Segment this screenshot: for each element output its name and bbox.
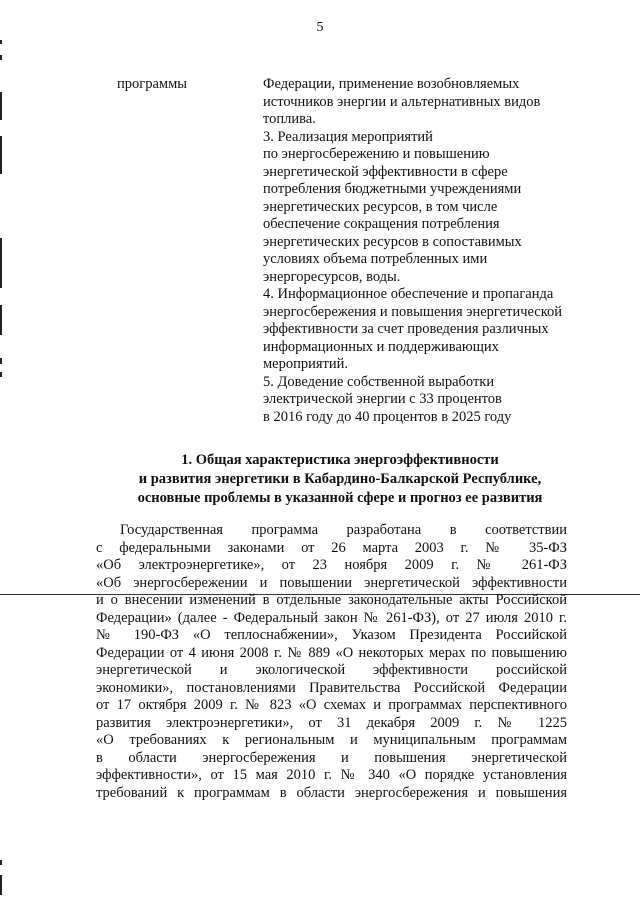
program-label: программы: [117, 76, 187, 92]
content-line: мероприятий.: [263, 356, 349, 372]
content-line: 4. Информационное обеспечение и пропаганда: [263, 286, 554, 302]
margin-mark: [0, 92, 2, 120]
body-line: «О требованиях к региональным и муниципальным программам: [96, 732, 567, 748]
margin-mark: [0, 358, 2, 364]
content-line: энергетических ресурсов в сопоставимых: [263, 233, 522, 250]
content-line: топлива.: [263, 111, 316, 127]
heading-line: 1. Общая характеристика энергоэффективности: [181, 452, 499, 468]
body-line: «Об энергосбережении и повышении энергетической эффективности: [96, 574, 567, 591]
content-line: условиях объема потребленных ими: [263, 251, 488, 267]
body-line: «Об электроэнергетике», от 23 ноября 2009 г. № 261-ФЗ: [96, 557, 567, 573]
margin-mark: [0, 238, 2, 288]
section-body: [96, 522, 567, 802]
content-line: источников энергии и альтернативных видов: [263, 93, 541, 110]
content-line: электрической энергии с 33 процентов: [263, 391, 502, 407]
margin-mark: [0, 875, 2, 895]
content-line: энергосбережения и повышения энергетической: [263, 303, 563, 320]
body-line: Федерации от 4 июня 2008 г. № 889 «О некоторых мерах по повышению: [96, 644, 567, 661]
heading-line: основные проблемы в указанной сфере и прогноз ее развития: [137, 490, 543, 506]
content-line: энергетических ресурсов, в том числе: [263, 198, 498, 215]
body-line: Государственная программа разработана в соответствии: [120, 522, 567, 538]
content-line: энергетической эффективности в сфере: [263, 163, 508, 180]
body-line: № 190-ФЗ «О теплоснабжении», Указом Президента Российской: [96, 627, 567, 643]
margin-mark: [0, 55, 2, 60]
body-line: с федеральными законами от 26 марта 2003 г. № 35-ФЗ: [96, 539, 567, 556]
body-line: от 17 октября 2009 г. № 823 «О схемах и программах перспективного: [96, 697, 567, 713]
body-line: Федерации» (далее - Федеральный закон № 261-ФЗ), от 27 июля 2010 г.: [96, 609, 567, 626]
body-line: и о внесении изменений в отдельные законодательные акты Российской: [96, 592, 567, 608]
body-line: в области энергосбережения и повышения энергетической: [96, 749, 567, 766]
program-content: [263, 76, 603, 426]
margin-mark: [0, 860, 2, 865]
body-line: требований к программам в области энергосбережения и повышения: [96, 784, 567, 801]
content-line: по энергосбережению и повышению: [263, 146, 490, 162]
margin-mark: [0, 305, 2, 335]
content-line: информационных и поддерживающих: [263, 338, 499, 355]
content-line: 3. Реализация мероприятий: [263, 128, 433, 145]
content-line: в 2016 году до 40 процентов в 2025 году: [263, 408, 512, 425]
body-line: экономики», постановлениями Правительства Российской Федерации: [96, 679, 567, 696]
content-line: 5. Доведение собственной выработки: [263, 373, 495, 390]
content-line: эффективности за счет проведения различных: [263, 321, 549, 337]
body-line: эффективности», от 15 мая 2010 г. № 340 «О порядке установления: [96, 767, 567, 783]
content-line: энергоресурсов, воды.: [263, 268, 401, 285]
body-line: энергетической и экологической эффективности российской: [96, 662, 567, 678]
content-line: потребления бюджетными учреждениями: [263, 181, 522, 197]
heading-line: и развития энергетики в Кабардино-Балкарской Республике,: [138, 471, 542, 487]
body-line: развития электроэнергетики», от 31 декабря 2009 г. № 1225: [96, 714, 567, 731]
content-line: обеспечение сокращения потребления: [263, 216, 500, 232]
margin-mark: [0, 372, 2, 377]
content-line: Федерации, применение возобновляемых: [263, 76, 520, 92]
section-heading: [60, 451, 620, 508]
margin-mark: [0, 40, 2, 44]
margin-mark: [0, 136, 2, 174]
page-number: 5: [316, 20, 324, 35]
